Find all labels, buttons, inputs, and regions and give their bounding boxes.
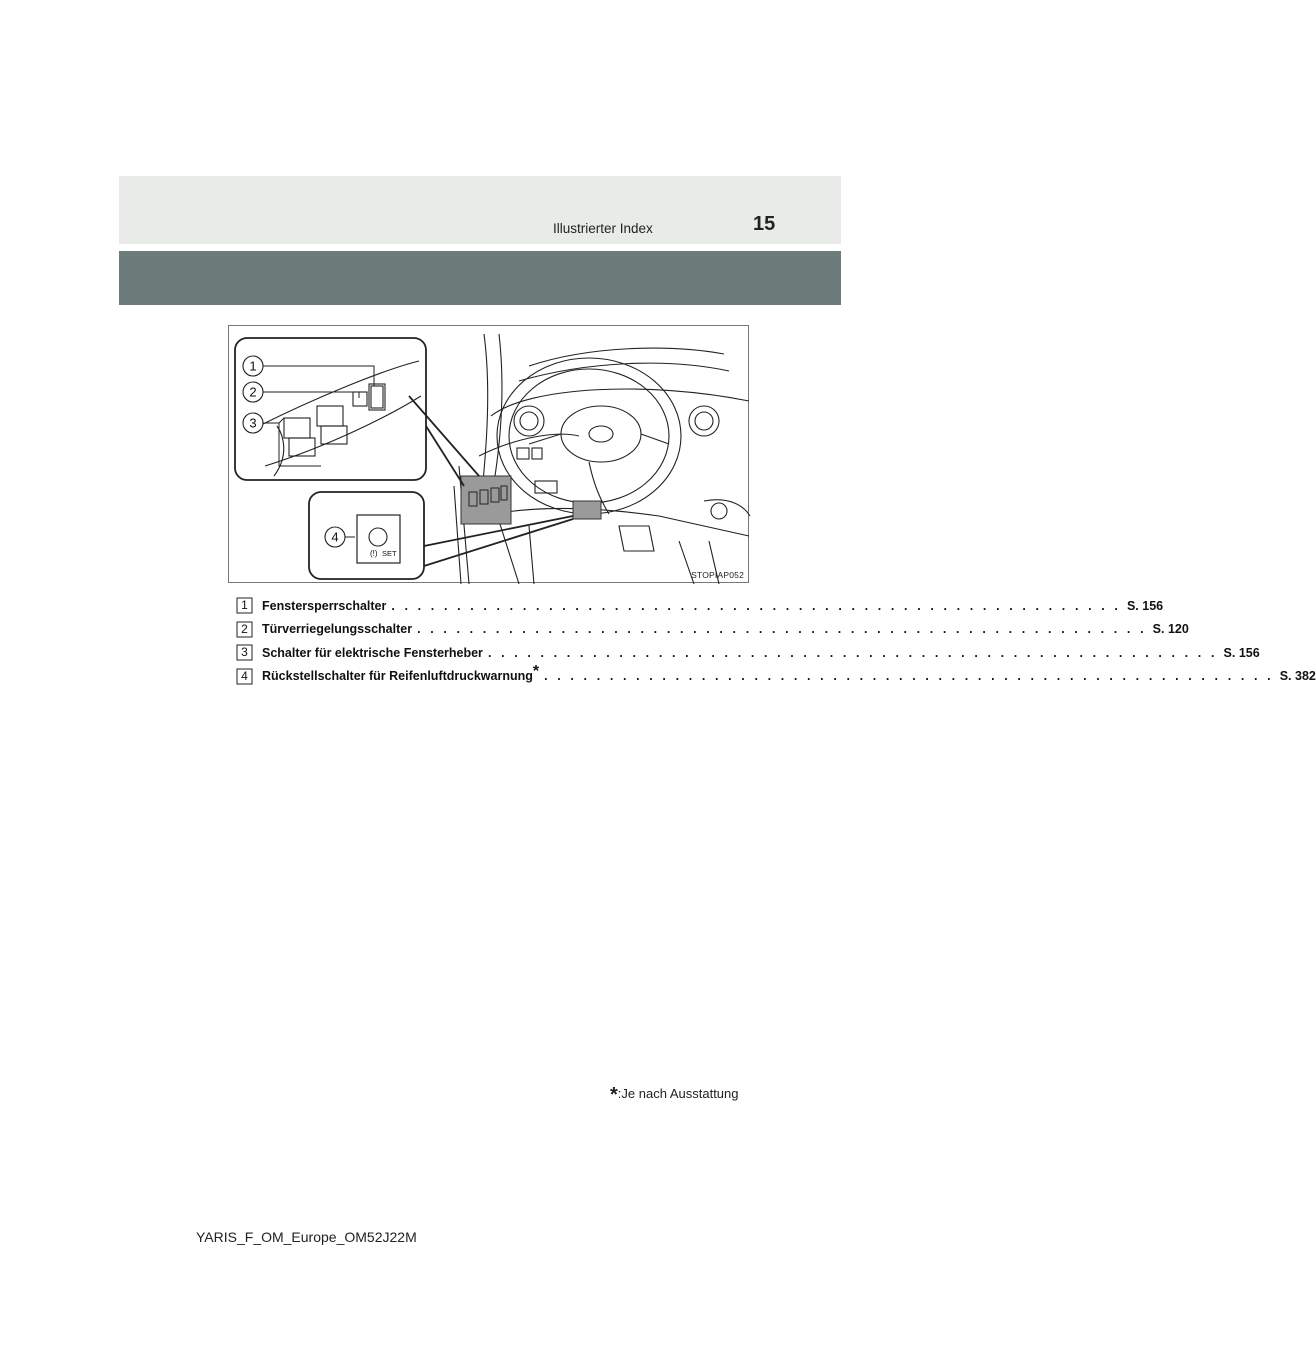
document-id: YARIS_F_OM_Europe_OM52J22M [196, 1229, 417, 1245]
dot-leader: . . . . . . . . . . . . . . . . . . . . . . . . . . . . . . . . . . . . . . . . . . . . . . . . . . . . . . . . [417, 622, 1147, 637]
dot-leader: . . . . . . . . . . . . . . . . . . . . . . . . . . . . . . . . . . . . . . . . . . . . . . . . . . . . . . . . [544, 669, 1274, 684]
dot-leader: . . . . . . . . . . . . . . . . . . . . . . . . . . . . . . . . . . . . . . . . . . . . . . . . . . . . . . . . [391, 598, 1121, 613]
asterisk-marker: * [532, 663, 540, 681]
callout-2-label: 2 [249, 384, 257, 400]
number-badge: 3 [236, 644, 253, 661]
set-button-label: SET [382, 549, 397, 558]
tpms-icon: (!) [370, 549, 378, 558]
figure-code: STOPIAP052 [691, 570, 744, 580]
item-label: Schalter für elektrische Fensterheber [262, 645, 483, 660]
dashboard-illustration [228, 325, 749, 583]
callout-1-label: 1 [249, 358, 257, 374]
item-label: Fenstersperrschalter [262, 598, 387, 613]
index-list [236, 594, 1316, 688]
index-item [236, 618, 1189, 642]
index-item [236, 641, 1260, 665]
callout-4-label: 4 [331, 529, 339, 545]
callout-3-label: 3 [249, 415, 257, 431]
page-reference[interactable]: S. 120 [1152, 622, 1189, 637]
header-title: Illustrierter Index [553, 221, 653, 236]
footnote-text: :Je nach Ausstattung [617, 1086, 739, 1101]
footnote [610, 1084, 739, 1107]
item-label: Türverriegelungsschalter [262, 622, 413, 637]
footnote-marker: * [610, 1084, 618, 1106]
page-number: 15 [753, 213, 776, 235]
header-band [119, 176, 841, 244]
number-badge: 4 [236, 668, 253, 685]
item-label: Rückstellschalter für Reifenluftdruckwarnung* [262, 663, 540, 684]
section-bar [119, 251, 841, 305]
page-reference[interactable]: S. 156 [1223, 645, 1260, 660]
dashboard-drawing [229, 326, 750, 584]
number-badge: 2 [236, 621, 253, 638]
page-reference[interactable]: S. 382 [1279, 669, 1316, 684]
number-badge: 1 [236, 597, 253, 614]
index-item [236, 594, 1164, 618]
index-item [236, 663, 1316, 689]
page-reference[interactable]: S. 156 [1126, 598, 1164, 613]
dot-leader: . . . . . . . . . . . . . . . . . . . . . . . . . . . . . . . . . . . . . . . . . . . . . . . . . . . . . . . . [487, 645, 1218, 660]
